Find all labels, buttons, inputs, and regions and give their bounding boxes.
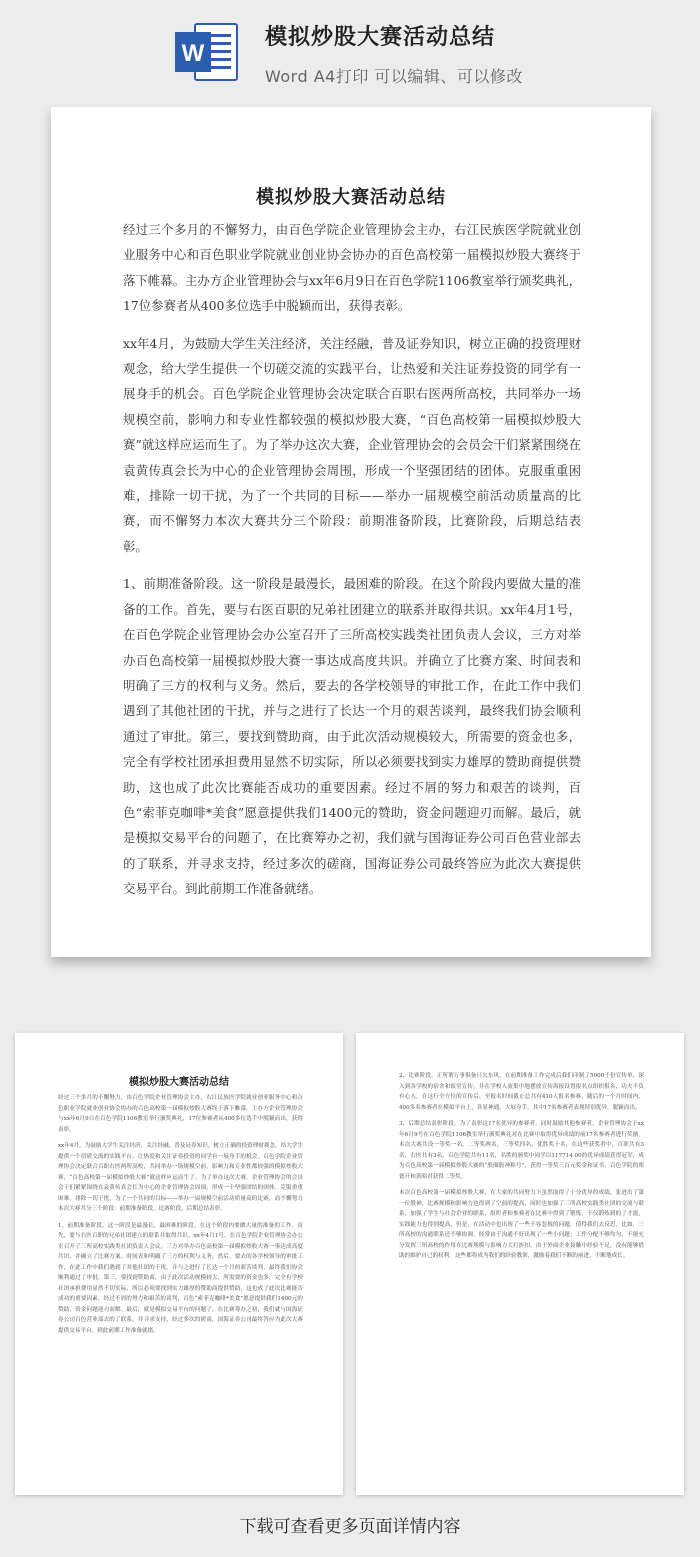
header — [0, 0, 700, 100]
word-document-icon — [173, 20, 241, 84]
thumbnail-paragraph: xx年4月，为鼓励大学生关注经济，关注经融，普及证券知识，树立正确的投资理财观念，给大学生提供一个切磋交流的实践平台，让热爱和关注证券投资的同学有一展身手的机会。百色学院企业管理协会决定联合百职右医两所高校，共同举办一场规模空前，影响力和专业性都较强的模拟炒股大赛，“百色高校第一届模拟炒股大赛”就这样应运而生了。为了举办这次大赛，企业管理协会的会员会干们紧紧围绕在袁黄传真会长为中心的企业管理协会周围，形成一个坚强团结的团体。克服重重困难，排除一切干扰，为了一个共同的目标——举办一届规模空前活动质量高的比赛，而不懈努力本次大赛共分三个阶段：前期准备阶段，比赛阶段，后期总结表彰。 — [58, 1143, 303, 1212]
paragraph: xx年4月，为鼓励大学生关注经济，关注经融，普及证券知识，树立正确的投资理财观念，给大学生提供一个切磋交流的实践平台，让热爱和关注证券投资的同学有一展身手的机会。百色学院企业管理协会决定联合百职右医两所高校，共同举办一场规模空前，影响力和专业性都较强的模拟炒股大赛，“百色高校第一届模拟炒股大赛”就这样应运而生了。为了举办这次大赛，企业管理协会的会员会干们紧紧围绕在袁黄传真会长为中心的企业管理协会周围，形成一个坚强团结的团体。克服重重困难，排除一切干扰，为了一个共同的目标——举办一届规模空前活动质量高的比赛，而不懈努力本次大赛共分三个阶段：前期准备阶段，比赛阶段，后期总结表彰。 — [123, 335, 581, 554]
thumbnail-paragraph: 经过三个多月的不懈努力，由百色学院企业管理协会主办，右江民族医学院就业创业服务中心和百色职业学院就业创业协会协办的百色高校第一届模拟炒股大赛终于落下帷幕。主办方企业管理协会与xx年6月9日在百色学院1106教室举行颁奖典礼，17位参赛者从400多位选手中脱颖而出，获得表彰。 — [58, 1095, 303, 1133]
document-body — [123, 217, 581, 914]
thumbnail-paragraph: 1、前期准备阶段。这一阶段是最漫长，最困难的阶段。在这个阶段内要做大量的准备的工作。首先，要与右医百职的兄弟社团建立的联系并取得共识。xx年4月1号，在百色学院企业管理协会办公室召开了三所高校实践类社团负责人会议，三方对举办百色高校第一届模拟炒股大赛一事达成高度共识。并确立了比赛方案、时间表和明确了三方的权利与义务。然后，要去的各学校领导的审批工作，在此工作中我们遇到了其他社团的干扰，并与之进行了长达一个月的艰苦谈判，最终我们协会顺利通过了审批。第三，要找到赞助商，由于此次活动规模较大，所需要的资金也多，完全有学校社团承担费用显然不切实际，所以必须要找到实力雄厚的赞助商提供赞助，这也成了此次比赛能否成功的重要因素。经过不屑的努力和艰苦的谈判，百色“索菲克咖啡*美食”愿意提供我们1400元的赞助，资金问题迎刃而解。最后，就是模拟交易平台的问题了，在比赛筹办之初，我们就与国海证券公司百色营业部去的了联系，并寻求支持，经过多次的磋商，国海证券公司最终答应为此次大赛提供交易平台。到此前期工作准备就绪。 — [58, 1222, 303, 1334]
page-thumbnail-2[interactable] — [356, 1033, 684, 1495]
thumbnail-title: 模拟炒股大赛活动总结 — [129, 1077, 229, 1088]
paragraph: 经过三个多月的不懈努力，由百色学院企业管理协会主办，右江民族医学院就业创业服务中心和百色职业学院就业创业协会协办的百色高校第一届模拟炒股大赛终于落下帷幕。主办方企业管理协会与xx年6月9日在百色学院1106教室举行颁奖典礼，17位参赛者从400多位选手中脱颖而出，获得表彰。 — [123, 222, 581, 314]
document-page — [51, 107, 651, 957]
page-thumbnail-1[interactable] — [15, 1033, 343, 1495]
thumbnail-paragraph: 2、比赛阶段。正所谓万事俱备只欠东风，在前期准备工作完成后我们印制了5000千份宣传单，深入到各学校的宿舍和饭堂宣传，并在学校人流集中地摆放宣传海报设置报名点组织报名，功夫不负有心人，在这行全方位的宣传后，至报名时间截止总共有410人报名参赛，随后的一个月时间内，400多名参赛者在模拟平台上，各显神通，大展身手，其中17名参赛者表现特别优异，脱颖而出。 — [399, 1073, 644, 1111]
header-subtitle: Word A4打印 可以编辑、可以修改 — [265, 67, 523, 86]
header-title: 模拟炒股大赛活动总结 — [265, 25, 496, 50]
thumbnail-body — [58, 1093, 303, 1342]
paragraph: 1、前期准备阶段。这一阶段是最漫长，最困难的阶段。在这个阶段内要做大量的准备的工作。首先，要与右医百职的兄弟社团建立的联系并取得共识。xx年4月1号，在百色学院企业管理协会办公室召开了三所高校实践类社团负责人会议，三方对举办百色高校第一届模拟炒股大赛一事达成高度共识。并确立了比赛方案、时间表和明确了三方的权利与义务。然后，要去的各学校领导的审批工作，在此工作中我们遇到了其他社团的干扰，并与之进行了长达一个月的艰苦谈判，最终我们协会顺利通过了审批。第三，要找到赞助商，由于此次活动规模较大，所需要的资金也多，完全有学校社团承担费用显然不切实际，所以必须要找到实力雄厚的赞助商提供赞助，这也成了此次比赛能否成功的重要因素。经过不屑的努力和艰苦的谈判，百色“索菲克咖啡*美食”愿意提供我们1400元的赞助，资金问题迎刃而解。最后，就是模拟交易平台的问题了，在比赛筹办之初，我们就与国海证券公司百色营业部去的了联系，并寻求支持，经过多次的磋商，国海证券公司最终答应为此次大赛提供交易平台。到此前期工作准备就绪。 — [123, 576, 581, 897]
thumbnail-paragraph: 本次百色高校第一届模拟炒股大赛，在大家的共同努力下虽然取得了十分优异的成绩，张进出了第一位股神，比赛规模和影响力也得到了空前的提高，同时也加强了三所高校实践类社团的交流与联系，加强了学生与社会企业的联系，组织者和参赛者在比赛中得到了锻炼，不仅锻炼到的了才能，实践能力也得到提高，但是，在活动中也出现了一些不容忽视的问题，值得我们去反思，比如，三所高校的沟通联系还不够协调，经常由于沟通不好出现了一些小问题；工作分配不够均匀，不能充分发挥三所高校的作用在比赛规模与影响力大打折扣，由于外面企业接触中经验不足，没有能够借助的维护自己的权利。这些都将成为我们的经验教训，激励着我们不断的前进，不断地成长。 — [399, 1190, 644, 1259]
svg-text:W: W — [181, 40, 205, 67]
document-title: 模拟炒股大赛活动总结 — [256, 187, 446, 208]
thumbnail-paragraph: 3、后期总结表彰阶段。为了表彰这17名优异的参赛者，同时鼓励其他参赛者，企业管理协会于xx年6月9号在百色学院1106教室举行颁奖典礼对在比赛中取得优异成绩的前17名参赛者进行奖励。本次大赛共设一等奖一名，二等奖两名，三等奖四名，优胜奖十名，在这些获奖者中，百职共有3名，右医共有3名，百色学院共有11名，名胜的颁奖中同学以117714.00的优异成绩获得冠军，成为百色高校第一届模拟炒股大赛的“股圈股神称号”，获得一等奖三百元奖金和证书，百色学院的郑德开和黄昭君获得二等奖。 — [399, 1121, 644, 1180]
download-more-footer[interactable]: 下载可查看更多页面详情内容 — [239, 1517, 461, 1537]
thumbnail-body — [399, 1071, 644, 1268]
